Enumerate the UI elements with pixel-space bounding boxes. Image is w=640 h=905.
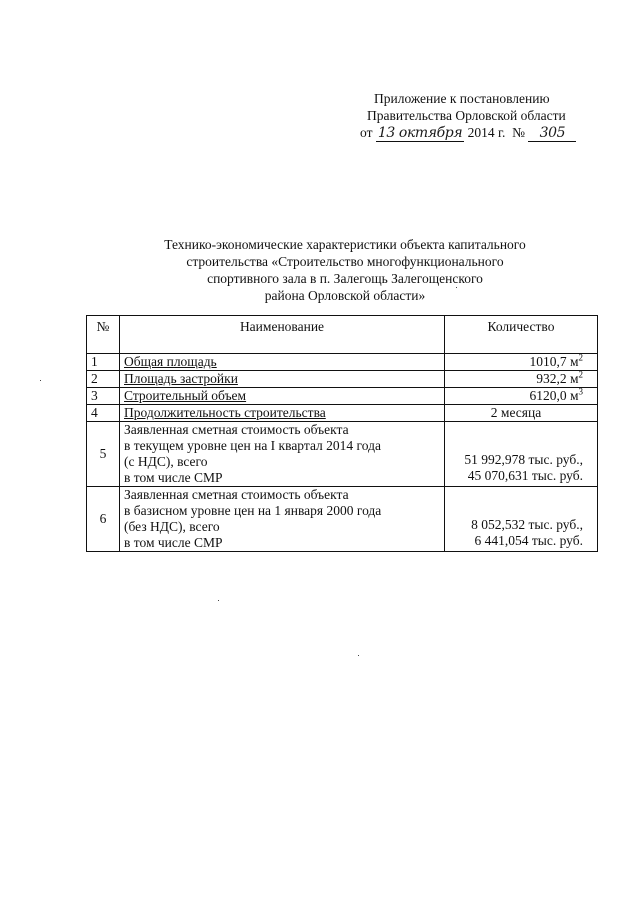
row-name-line: Заявленная сметная стоимость объекта <box>124 422 349 437</box>
table-row <box>87 388 598 405</box>
row-name-line: в том числе СМР <box>124 470 223 485</box>
row-name: Продолжительность строительства <box>120 405 445 422</box>
row-name-line: в базисном уровне цен на 1 января 2000 года <box>124 503 382 518</box>
qty-value: 2 месяца <box>490 405 542 420</box>
row-name: Строительный объем <box>120 388 445 405</box>
qty-unit-power: 3 <box>578 386 583 397</box>
qty-value: 932,2 м <box>536 371 579 386</box>
row-name: Площадь застройки <box>120 371 445 388</box>
row-qty <box>445 405 598 422</box>
row-qty <box>445 388 598 405</box>
appendix-date-line <box>360 124 600 142</box>
document-title <box>100 236 590 304</box>
qty-value: 1010,7 м <box>529 354 579 369</box>
header-qty: Количество <box>445 316 598 354</box>
title-line-3: спортивного зала в п. Залегощь Залегощенского <box>207 271 483 286</box>
title-line-1: Технико-экономические характеристики объекта капитального <box>164 237 526 252</box>
scan-speck <box>358 655 359 656</box>
row-qty <box>445 422 598 487</box>
table-row <box>87 371 598 388</box>
row-num: 1 <box>87 354 120 371</box>
row-num: 3 <box>87 388 120 405</box>
row-qty <box>445 354 598 371</box>
appendix-line-2: Правительства Орловской области <box>367 108 566 123</box>
scan-speck <box>456 287 457 288</box>
from-label: от <box>360 125 373 140</box>
table-header-row <box>87 316 598 354</box>
handwritten-number: 305 <box>528 126 576 142</box>
scan-speck <box>40 380 41 381</box>
row-name: Общая площадь <box>120 354 445 371</box>
row-name-line: в текущем уровне цен на I квартал 2014 года <box>124 438 381 453</box>
title-line-4: района Орловской области» <box>264 288 426 303</box>
row-qty <box>445 371 598 388</box>
appendix-line-1: Приложение к постановлению <box>374 91 550 106</box>
row-num: 2 <box>87 371 120 388</box>
qty-unit-power: 2 <box>578 352 583 363</box>
header-num: № <box>87 316 120 354</box>
row-name-line: (с НДС), всего <box>124 454 208 469</box>
row-name <box>120 487 445 552</box>
row-name-line: (без НДС), всего <box>124 519 220 534</box>
table-row <box>87 405 598 422</box>
qty-line: 8 052,532 тыс. руб., <box>471 517 583 532</box>
number-label: № <box>512 125 526 140</box>
title-line-2: строительства «Строительство многофункционального <box>186 254 504 269</box>
qty-line: 51 992,978 тыс. руб., <box>464 452 583 467</box>
characteristics-table <box>86 315 598 552</box>
row-qty <box>445 487 598 552</box>
qty-value: 6120,0 м <box>529 388 579 403</box>
table-row <box>87 422 598 487</box>
row-num: 4 <box>87 405 120 422</box>
header-name: Наименование <box>120 316 445 354</box>
table-row <box>87 354 598 371</box>
scan-speck <box>218 600 219 601</box>
row-name-line: Заявленная сметная стоимость объекта <box>124 487 349 502</box>
table-row <box>87 487 598 552</box>
row-name <box>120 422 445 487</box>
appendix-header <box>360 90 600 142</box>
qty-unit-power: 2 <box>578 369 583 380</box>
year-text: 2014 г. <box>467 125 506 140</box>
handwritten-date: 13 октября <box>377 125 463 141</box>
qty-line: 6 441,054 тыс. руб. <box>474 533 583 548</box>
row-num: 5 <box>87 422 120 487</box>
qty-line: 45 070,631 тыс. руб. <box>467 468 583 483</box>
row-name-line: в том числе СМР <box>124 535 223 550</box>
row-num: 6 <box>87 487 120 552</box>
